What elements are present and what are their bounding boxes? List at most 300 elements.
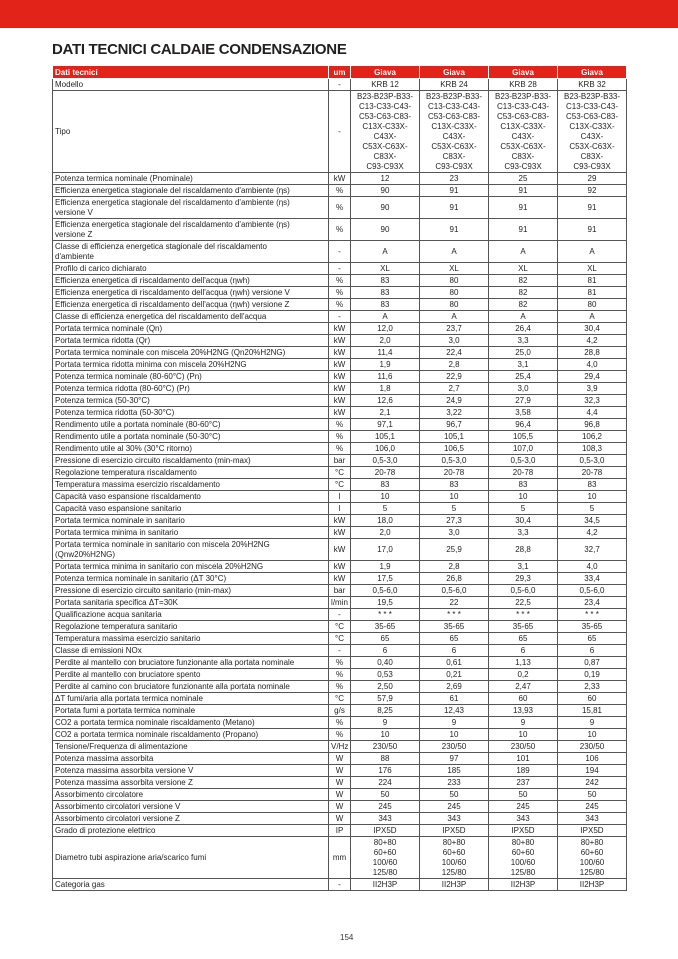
row-label: Perdite al mantello con bruciatore spento xyxy=(53,669,329,681)
row-unit: - xyxy=(329,79,351,91)
row-unit: % xyxy=(329,669,351,681)
table-row xyxy=(53,407,627,419)
row-value: A xyxy=(351,241,420,263)
row-value: 23,4 xyxy=(558,597,627,609)
row-value: 90 xyxy=(351,197,420,219)
table-row xyxy=(53,515,627,527)
row-value: 28,8 xyxy=(558,347,627,359)
table-row xyxy=(53,789,627,801)
row-value: 12 xyxy=(351,173,420,185)
row-value: KRB 28 xyxy=(489,79,558,91)
row-value: 24,9 xyxy=(420,395,489,407)
row-value: 0,5-3,0 xyxy=(351,455,420,467)
row-value: 5 xyxy=(489,503,558,515)
row-value: 3,0 xyxy=(420,335,489,347)
row-unit: % xyxy=(329,185,351,197)
table-row xyxy=(53,539,627,561)
row-unit: % xyxy=(329,681,351,693)
row-value: 34,5 xyxy=(558,515,627,527)
row-value: 80+80 60+60 100/60 125/80 xyxy=(351,837,420,879)
row-value: 50 xyxy=(489,789,558,801)
row-value: 105,1 xyxy=(420,431,489,443)
table-row xyxy=(53,669,627,681)
row-value: 82 xyxy=(489,299,558,311)
row-label: CO2 a portata termica nominale riscaldamento (Metano) xyxy=(53,717,329,729)
table-row xyxy=(53,371,627,383)
row-value: A xyxy=(420,241,489,263)
row-value: 105,5 xyxy=(489,431,558,443)
row-value: 10 xyxy=(489,491,558,503)
row-label: Tipo xyxy=(53,91,329,173)
row-label: Potenza termica (50-30°C) xyxy=(53,395,329,407)
row-value: 0,5-3,0 xyxy=(420,455,489,467)
row-unit: % xyxy=(329,219,351,241)
row-value: 233 xyxy=(420,777,489,789)
row-value: 10 xyxy=(420,491,489,503)
row-value: 4,2 xyxy=(558,527,627,539)
row-unit: - xyxy=(329,645,351,657)
row-value: 97,1 xyxy=(351,419,420,431)
row-value: 3,3 xyxy=(489,527,558,539)
row-label: Grado di protezione elettrico xyxy=(53,825,329,837)
row-value: 27,9 xyxy=(489,395,558,407)
table-row xyxy=(53,197,627,219)
row-label: Rendimento utile a portata nominale (50-30°C) xyxy=(53,431,329,443)
row-unit: kW xyxy=(329,173,351,185)
row-value: 91 xyxy=(558,219,627,241)
top-red-banner xyxy=(0,0,678,28)
row-unit: g/s xyxy=(329,705,351,717)
row-value: 0,5-6,0 xyxy=(420,585,489,597)
row-value: 230/50 xyxy=(558,741,627,753)
row-value: 50 xyxy=(420,789,489,801)
row-label: ΔT fumi/aria alla portata termica nominale xyxy=(53,693,329,705)
row-value: 4,4 xyxy=(558,407,627,419)
table-row xyxy=(53,741,627,753)
table-row xyxy=(53,173,627,185)
row-value: 0,2 xyxy=(489,669,558,681)
row-label: Potenza termica nominale (80-60°C) (Pn) xyxy=(53,371,329,383)
row-label: Capacità vaso espansione sanitario xyxy=(53,503,329,515)
table-row xyxy=(53,657,627,669)
row-value: 12,43 xyxy=(420,705,489,717)
row-value: 107,0 xyxy=(489,443,558,455)
row-value: 230/50 xyxy=(420,741,489,753)
table-row xyxy=(53,879,627,891)
row-value: 176 xyxy=(351,765,420,777)
row-unit: °C xyxy=(329,693,351,705)
table-row xyxy=(53,275,627,287)
row-unit: mm xyxy=(329,837,351,879)
row-value: B23-B23P-B33- C13-C33-C43- C53-C63-C83- C13X-C33X-C43X- C53X-C63X-C83X- C93-C93X xyxy=(489,91,558,173)
row-label: Portata termica nominale in sanitario xyxy=(53,515,329,527)
row-value: 91 xyxy=(420,219,489,241)
row-value: 2,50 xyxy=(351,681,420,693)
row-label: Categoria gas xyxy=(53,879,329,891)
table-row xyxy=(53,825,627,837)
row-value: 6 xyxy=(420,645,489,657)
row-value: 10 xyxy=(489,729,558,741)
row-label: Pressione di esercizio circuito sanitario (min-max) xyxy=(53,585,329,597)
row-label: Potenza termica ridotta (80-60°C) (Pr) xyxy=(53,383,329,395)
row-value: 2,7 xyxy=(420,383,489,395)
row-value: 82 xyxy=(489,275,558,287)
row-value: 0,19 xyxy=(558,669,627,681)
row-value: KRB 12 xyxy=(351,79,420,91)
row-value: 6 xyxy=(489,645,558,657)
row-unit: V/Hz xyxy=(329,741,351,753)
row-value: 18,0 xyxy=(351,515,420,527)
row-value: II2H3P xyxy=(420,879,489,891)
header-um: um xyxy=(329,66,351,79)
row-label: Tensione/Frequenza di alimentazione xyxy=(53,741,329,753)
row-value: KRB 32 xyxy=(558,79,627,91)
table-row xyxy=(53,455,627,467)
row-label: Capacità vaso espansione riscaldamento xyxy=(53,491,329,503)
table-row xyxy=(53,561,627,573)
row-value: 1,8 xyxy=(351,383,420,395)
row-value: 224 xyxy=(351,777,420,789)
row-label: Efficienza energetica di riscaldamento dell'acqua (ηwh) versione V xyxy=(53,287,329,299)
row-value: 8,25 xyxy=(351,705,420,717)
row-value: XL xyxy=(489,263,558,275)
row-value: 12,0 xyxy=(351,323,420,335)
table-row xyxy=(53,717,627,729)
row-value: 91 xyxy=(420,185,489,197)
row-label: Profilo di carico dichiarato xyxy=(53,263,329,275)
row-unit: - xyxy=(329,609,351,621)
row-value: 2,69 xyxy=(420,681,489,693)
row-unit: kW xyxy=(329,395,351,407)
row-value: A xyxy=(351,311,420,323)
table-row xyxy=(53,299,627,311)
table-row xyxy=(53,801,627,813)
page-title: DATI TECNICI CALDAIE CONDENSAZIONE xyxy=(52,41,347,58)
row-label: Efficienza energetica stagionale del riscaldamento d'ambiente (ηs) xyxy=(53,185,329,197)
row-label: Portata termica nominale (Qn) xyxy=(53,323,329,335)
row-label: Assorbimento circolatore xyxy=(53,789,329,801)
row-value: 20-78 xyxy=(420,467,489,479)
row-value: 1,9 xyxy=(351,359,420,371)
table-row xyxy=(53,777,627,789)
row-value: 32,3 xyxy=(558,395,627,407)
row-value: II2H3P xyxy=(489,879,558,891)
header-model: Giava xyxy=(558,66,627,79)
row-unit: l/min xyxy=(329,597,351,609)
row-value: A xyxy=(489,241,558,263)
row-value: 15,81 xyxy=(558,705,627,717)
row-value: 22,9 xyxy=(420,371,489,383)
row-value: 32,7 xyxy=(558,539,627,561)
row-value: 65 xyxy=(489,633,558,645)
table-row xyxy=(53,837,627,879)
row-value: 83 xyxy=(351,299,420,311)
table-row xyxy=(53,705,627,717)
row-value: 6 xyxy=(558,645,627,657)
row-unit: W xyxy=(329,789,351,801)
row-value: 10 xyxy=(558,491,627,503)
row-value: 91 xyxy=(558,197,627,219)
row-value: 80+80 60+60 100/60 125/80 xyxy=(420,837,489,879)
row-label: Temperatura massima esercizio riscaldamento xyxy=(53,479,329,491)
table-row xyxy=(53,633,627,645)
row-label: Portata sanitaria specifica ΔT=30K xyxy=(53,597,329,609)
table-header-row xyxy=(53,66,627,79)
row-value: A xyxy=(420,311,489,323)
table-row xyxy=(53,79,627,91)
row-value: 2,33 xyxy=(558,681,627,693)
row-value: * * * xyxy=(351,609,420,621)
row-value: 1,9 xyxy=(351,561,420,573)
row-value: 105,1 xyxy=(351,431,420,443)
row-label: Perdite al camino con bruciatore funzionante alla portata nominale xyxy=(53,681,329,693)
row-value: 22,4 xyxy=(420,347,489,359)
row-value: II2H3P xyxy=(351,879,420,891)
row-value: XL xyxy=(351,263,420,275)
row-value: 5 xyxy=(558,503,627,515)
row-value: 3,1 xyxy=(489,561,558,573)
row-value: 1,13 xyxy=(489,657,558,669)
row-value: A xyxy=(558,311,627,323)
row-label: Potenza termica ridotta (50-30°C) xyxy=(53,407,329,419)
row-value: 83 xyxy=(351,479,420,491)
row-value: 25 xyxy=(489,173,558,185)
row-value: 35-65 xyxy=(351,621,420,633)
row-value: 230/50 xyxy=(351,741,420,753)
row-value: 96,4 xyxy=(489,419,558,431)
row-label: Assorbimento circolatori versione Z xyxy=(53,813,329,825)
row-label: Regolazione temperatura sanitario xyxy=(53,621,329,633)
row-value: 82 xyxy=(489,287,558,299)
table-row xyxy=(53,765,627,777)
row-value: 91 xyxy=(489,219,558,241)
table-row xyxy=(53,311,627,323)
table-row xyxy=(53,91,627,173)
row-value: 0,61 xyxy=(420,657,489,669)
row-label: Efficienza energetica stagionale del riscaldamento d'ambiente (ηs) versione Z xyxy=(53,219,329,241)
row-value: 60 xyxy=(489,693,558,705)
row-label: Qualificazione acqua sanitaria xyxy=(53,609,329,621)
row-value: 57,9 xyxy=(351,693,420,705)
row-value: 80+80 60+60 100/60 125/80 xyxy=(489,837,558,879)
row-value: 3,9 xyxy=(558,383,627,395)
row-label: Rendimento utile al 30% (30°C ritorno) xyxy=(53,443,329,455)
row-unit: °C xyxy=(329,633,351,645)
row-unit: % xyxy=(329,197,351,219)
table-row xyxy=(53,431,627,443)
row-value: 13,93 xyxy=(489,705,558,717)
row-value: 22,5 xyxy=(489,597,558,609)
row-value: 0,53 xyxy=(351,669,420,681)
row-value: 97 xyxy=(420,753,489,765)
row-value: 2,8 xyxy=(420,561,489,573)
row-value: 9 xyxy=(420,717,489,729)
row-label: Portata termica ridotta (Qr) xyxy=(53,335,329,347)
row-value: * * * xyxy=(489,609,558,621)
row-value: A xyxy=(489,311,558,323)
row-value: 108,3 xyxy=(558,443,627,455)
table-row xyxy=(53,597,627,609)
row-value: 35-65 xyxy=(420,621,489,633)
row-value: 19,5 xyxy=(351,597,420,609)
row-unit: - xyxy=(329,263,351,275)
row-unit: kW xyxy=(329,335,351,347)
row-unit: W xyxy=(329,801,351,813)
table-row xyxy=(53,383,627,395)
technical-data-table xyxy=(52,65,627,891)
row-value: 23,7 xyxy=(420,323,489,335)
row-value: 65 xyxy=(420,633,489,645)
table-row xyxy=(53,335,627,347)
row-value: 106 xyxy=(558,753,627,765)
row-value: 96,7 xyxy=(420,419,489,431)
table-row xyxy=(53,753,627,765)
row-value: 20-78 xyxy=(351,467,420,479)
row-value: 9 xyxy=(558,717,627,729)
row-value: II2H3P xyxy=(558,879,627,891)
row-label: Classe di efficienza energetica del riscaldamento dell'acqua xyxy=(53,311,329,323)
row-value: 4,0 xyxy=(558,359,627,371)
row-value: 81 xyxy=(558,287,627,299)
header-label: Dati tecnici xyxy=(53,66,329,79)
row-value: 2,1 xyxy=(351,407,420,419)
row-value: 29,3 xyxy=(489,573,558,585)
row-label: Regolazione temperatura riscaldamento xyxy=(53,467,329,479)
row-label: Potenza massima assorbita versione V xyxy=(53,765,329,777)
row-value: B23-B23P-B33- C13-C33-C43- C53-C63-C83- C13X-C33X-C43X- C53X-C63X-C83X- C93-C93X xyxy=(558,91,627,173)
row-value: 30,4 xyxy=(489,515,558,527)
row-value: 185 xyxy=(420,765,489,777)
row-value: 27,3 xyxy=(420,515,489,527)
row-value: 65 xyxy=(351,633,420,645)
row-value: 2,8 xyxy=(420,359,489,371)
row-unit: kW xyxy=(329,561,351,573)
table-row xyxy=(53,609,627,621)
row-value: 0,5-6,0 xyxy=(558,585,627,597)
row-value: 2,0 xyxy=(351,527,420,539)
row-value: 0,5-3,0 xyxy=(489,455,558,467)
page-number: 154 xyxy=(340,933,354,942)
row-value: 88 xyxy=(351,753,420,765)
row-value: 25,9 xyxy=(420,539,489,561)
row-unit: °C xyxy=(329,467,351,479)
row-label: Modello xyxy=(53,79,329,91)
row-unit: % xyxy=(329,419,351,431)
row-value: 20-78 xyxy=(489,467,558,479)
row-value: 61 xyxy=(420,693,489,705)
row-value: 81 xyxy=(558,275,627,287)
row-value: 35-65 xyxy=(558,621,627,633)
row-value: 242 xyxy=(558,777,627,789)
row-value: 2,47 xyxy=(489,681,558,693)
row-unit: W xyxy=(329,813,351,825)
row-value: 3,0 xyxy=(420,527,489,539)
row-value: 25,0 xyxy=(489,347,558,359)
row-value: 101 xyxy=(489,753,558,765)
table-row xyxy=(53,729,627,741)
row-value: 245 xyxy=(489,801,558,813)
row-value: 80 xyxy=(558,299,627,311)
row-label: Potenza massima assorbita xyxy=(53,753,329,765)
row-value: 5 xyxy=(420,503,489,515)
row-value: 3,1 xyxy=(489,359,558,371)
header-model: Giava xyxy=(420,66,489,79)
row-value: IPX5D xyxy=(420,825,489,837)
row-unit: bar xyxy=(329,585,351,597)
row-label: Diametro tubi aspirazione aria/scarico fumi xyxy=(53,837,329,879)
row-value: 5 xyxy=(351,503,420,515)
row-value: 4,2 xyxy=(558,335,627,347)
row-unit: % xyxy=(329,657,351,669)
row-label: Efficienza energetica stagionale del riscaldamento d'ambiente (ηs) versione V xyxy=(53,197,329,219)
row-value: 25,4 xyxy=(489,371,558,383)
row-value: IPX5D xyxy=(489,825,558,837)
row-unit: W xyxy=(329,777,351,789)
row-value: 9 xyxy=(489,717,558,729)
row-value: 29 xyxy=(558,173,627,185)
table-row xyxy=(53,263,627,275)
row-value: 96,8 xyxy=(558,419,627,431)
row-value: 35-65 xyxy=(489,621,558,633)
header-model: Giava xyxy=(351,66,420,79)
row-value: 245 xyxy=(558,801,627,813)
row-value: 10 xyxy=(351,491,420,503)
table-body xyxy=(53,79,627,891)
row-value: 12,6 xyxy=(351,395,420,407)
row-value: B23-B23P-B33- C13-C33-C43- C53-C63-C83- C13X-C33X-C43X- C53X-C63X-C83X- C93-C93X xyxy=(351,91,420,173)
row-value: 20-78 xyxy=(558,467,627,479)
row-label: Efficienza energetica di riscaldamento dell'acqua (ηwh) xyxy=(53,275,329,287)
row-unit: % xyxy=(329,443,351,455)
row-value: 3,22 xyxy=(420,407,489,419)
row-value: 50 xyxy=(558,789,627,801)
table-row xyxy=(53,241,627,263)
table-row xyxy=(53,287,627,299)
row-value: 106,0 xyxy=(351,443,420,455)
row-unit: - xyxy=(329,91,351,173)
row-value: A xyxy=(558,241,627,263)
row-value: 83 xyxy=(351,275,420,287)
row-value: 0,5-3,0 xyxy=(558,455,627,467)
row-value: 83 xyxy=(489,479,558,491)
row-label: Potenza termica nominale in sanitario (ΔT 30°C) xyxy=(53,573,329,585)
table-row xyxy=(53,185,627,197)
table-row xyxy=(53,503,627,515)
row-unit: % xyxy=(329,287,351,299)
row-value: 17,0 xyxy=(351,539,420,561)
row-value: 0,21 xyxy=(420,669,489,681)
row-unit: kW xyxy=(329,515,351,527)
row-unit: % xyxy=(329,275,351,287)
row-unit: - xyxy=(329,311,351,323)
row-value: 50 xyxy=(351,789,420,801)
row-value: 3,0 xyxy=(489,383,558,395)
row-label: Perdite al mantello con bruciatore funzionante alla portata nominale xyxy=(53,657,329,669)
row-value: 343 xyxy=(420,813,489,825)
row-value: 10 xyxy=(351,729,420,741)
row-value: 80 xyxy=(420,275,489,287)
row-value: 92 xyxy=(558,185,627,197)
row-label: Assorbimento circolatori versione V xyxy=(53,801,329,813)
row-unit: - xyxy=(329,879,351,891)
row-value: 4,0 xyxy=(558,561,627,573)
row-value: 106,5 xyxy=(420,443,489,455)
row-value: 83 xyxy=(558,479,627,491)
row-value: IPX5D xyxy=(558,825,627,837)
row-unit: kW xyxy=(329,383,351,395)
row-value: 343 xyxy=(489,813,558,825)
row-value: 10 xyxy=(420,729,489,741)
